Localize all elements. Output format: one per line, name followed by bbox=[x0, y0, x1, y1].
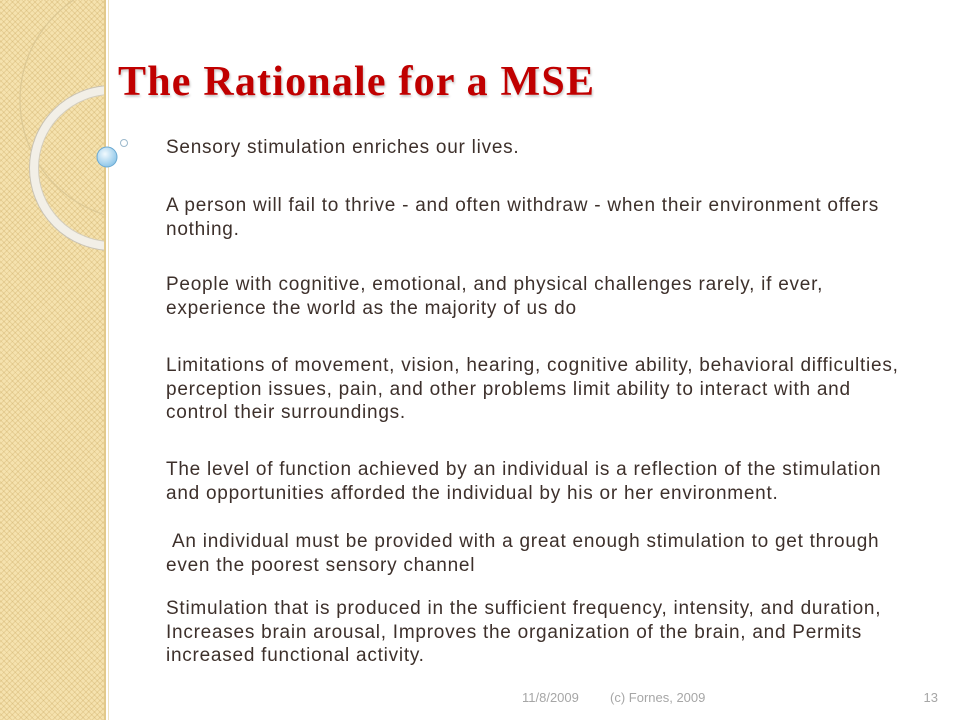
bullet-text-1: Sensory stimulation enriches our lives. bbox=[166, 137, 520, 158]
bullet-text-3: People with cognitive, emotional, and physical challenges rarely, if ever, experience the world as the majority of us do bbox=[166, 274, 824, 319]
concentric-rings-icon bbox=[0, 0, 124, 270]
slide-number: 13 bbox=[923, 690, 938, 705]
blue-dot-icon bbox=[97, 147, 117, 167]
hollow-circle-bullet-icon bbox=[120, 139, 128, 147]
footer-date: 11/8/2009 bbox=[522, 690, 579, 705]
bullet-text-4: Limitations of movement, vision, hearing, cognitive ability, behavioral difficulties, perception issues, pain, and other problems limit ability to interact with and control their surroundings. bbox=[166, 355, 899, 423]
footer-author: (c) Fornes, 2009 bbox=[610, 690, 706, 705]
bullet-text-7: Stimulation that is produced in the sufficient frequency, intensity, and duration, Increases brain arousal, Improves the organization of the brain, and Permits increased functional activity. bbox=[166, 598, 882, 666]
bullet-text-6: An individual must be provided with a great enough stimulation to get through even the poorest sensory channel bbox=[166, 531, 880, 576]
thick-ring-outer-edge bbox=[30, 86, 125, 251]
bullet-text-2: A person will fail to thrive - and often withdraw - when their environment offers nothing. bbox=[166, 195, 880, 240]
thick-ring bbox=[34, 90, 124, 246]
bullet-text-5: The level of function achieved by an individual is a reflection of the stimulation and opportunities afforded the individual by his or her environment. bbox=[166, 459, 882, 504]
slide-title: The Rationale for a MSE bbox=[118, 59, 596, 105]
